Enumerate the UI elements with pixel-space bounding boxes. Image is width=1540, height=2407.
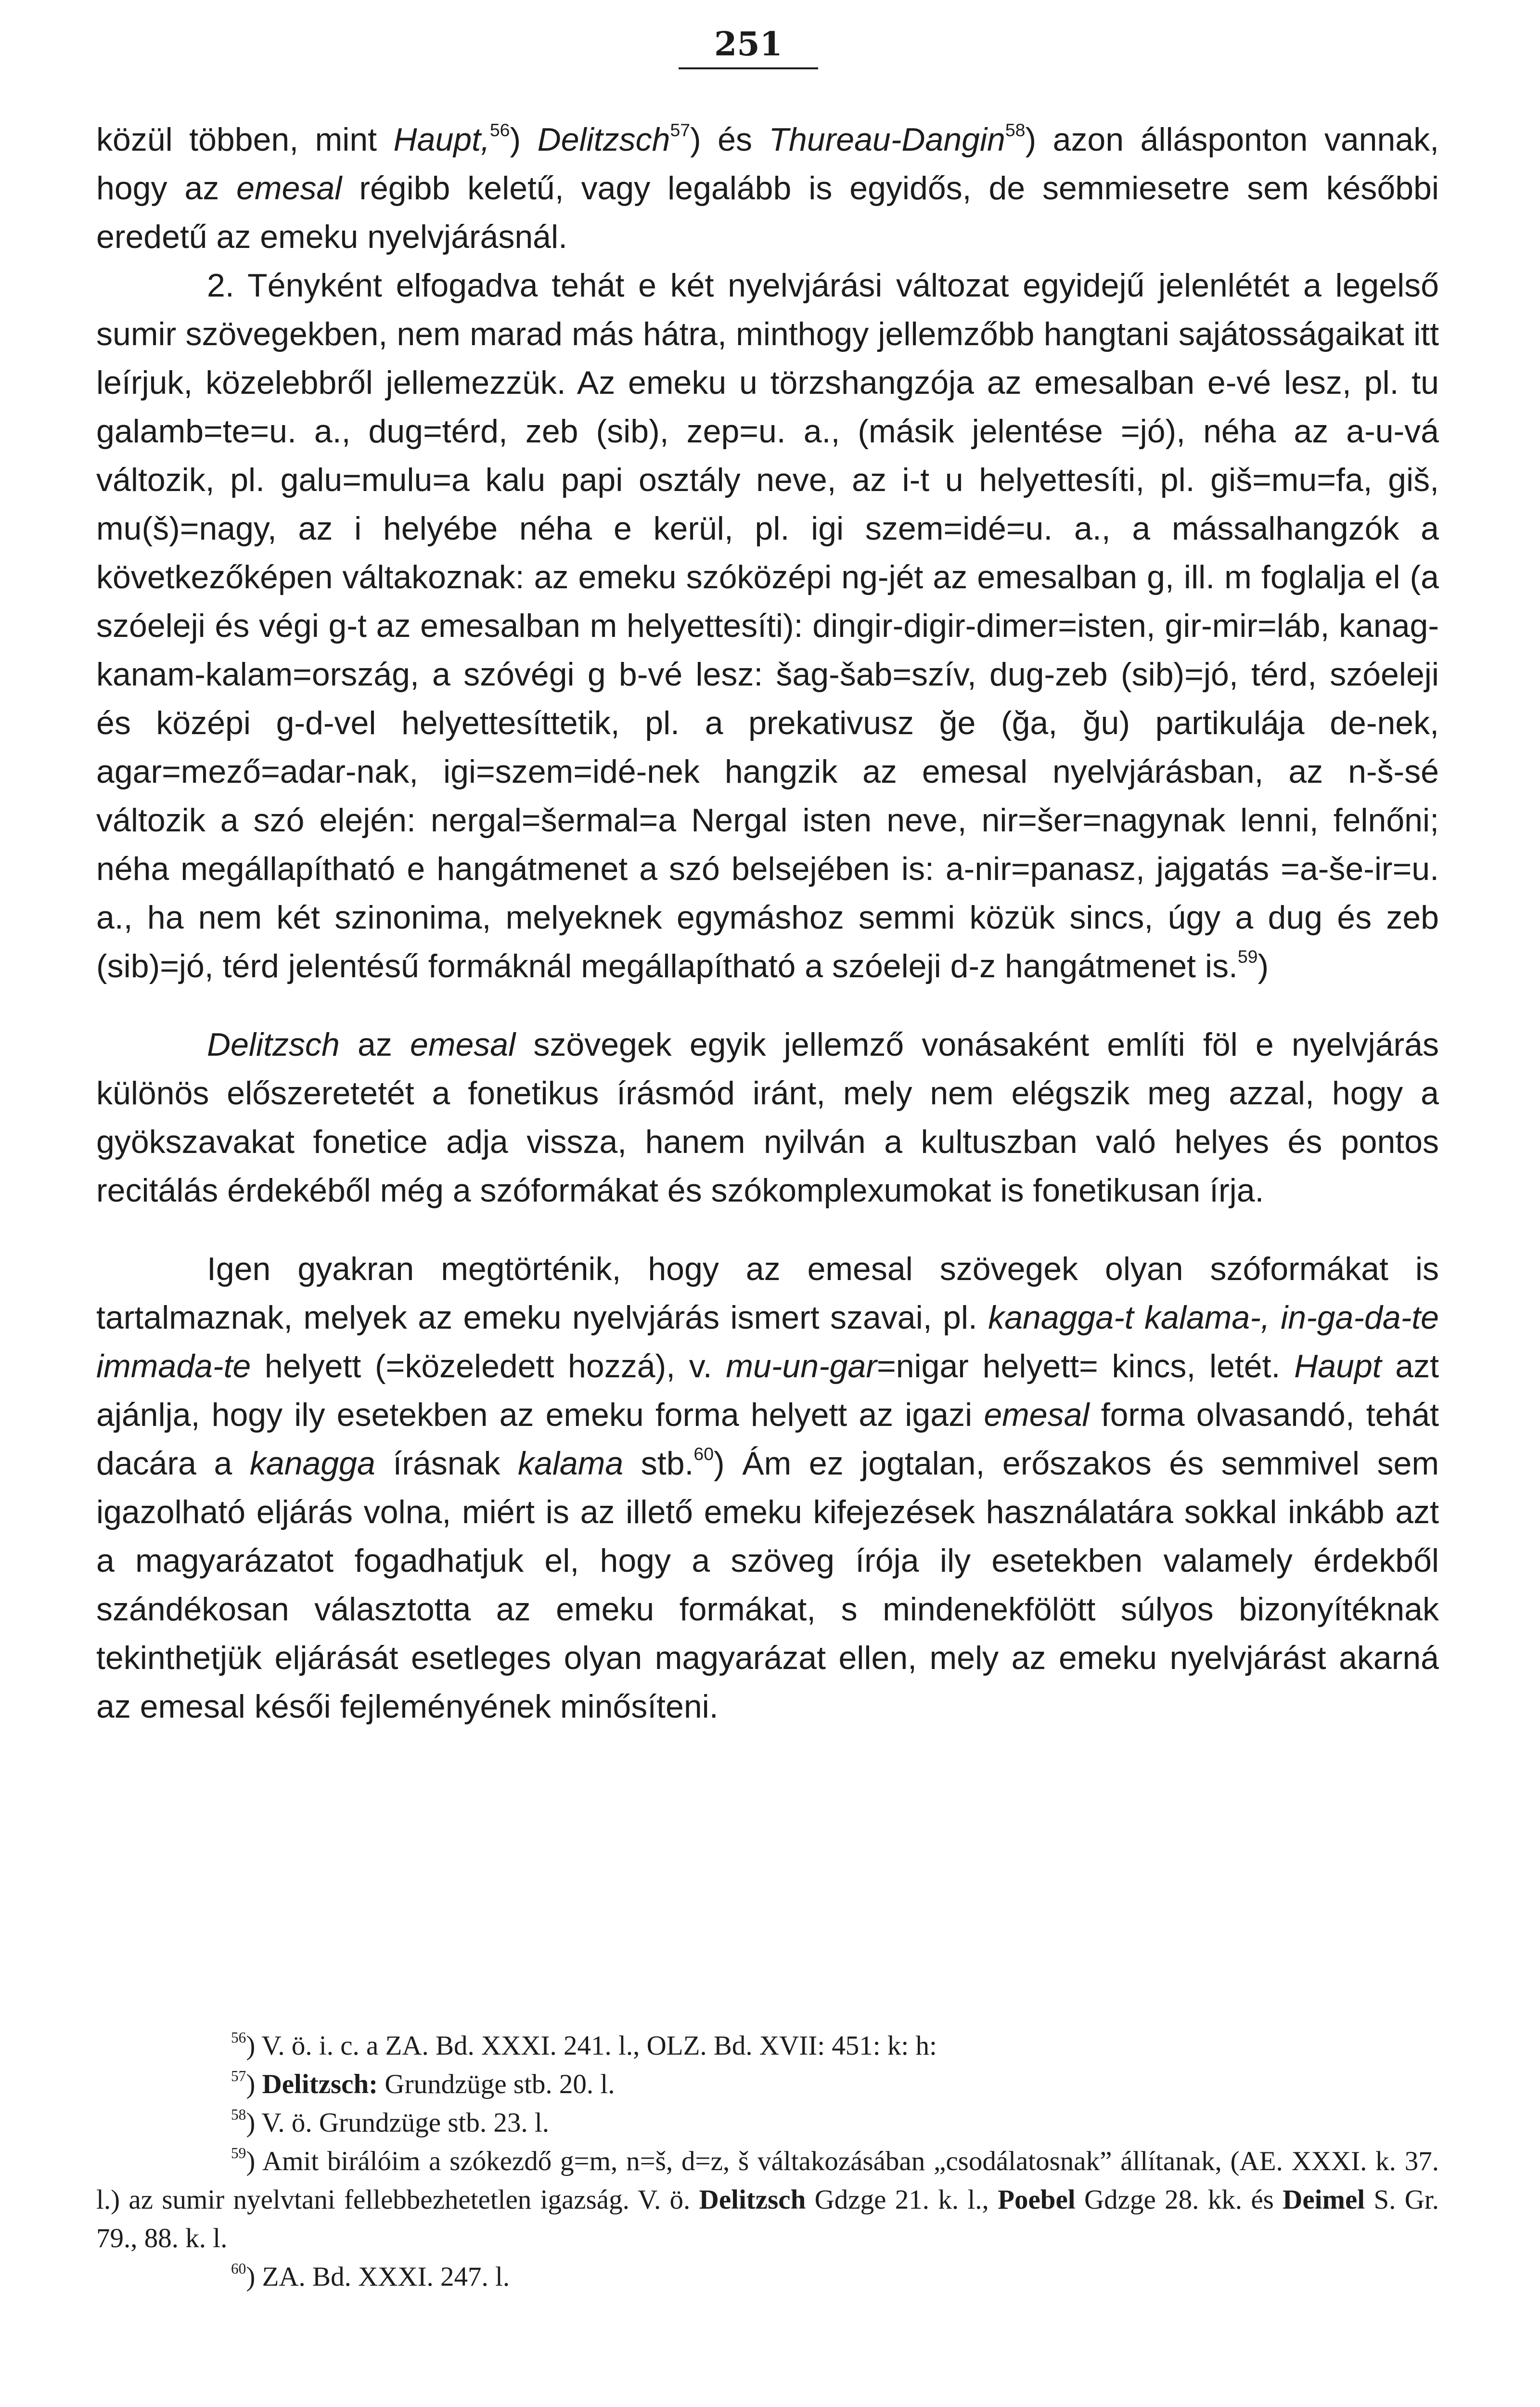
footnote-58: [96, 2104, 1439, 2142]
footnote-number: 59: [231, 2144, 246, 2161]
text-run: régibb keletű, vagy legalább is egyidős, de semmiesetre sem későbbi eredetű az emeku nyelvjárásnál.: [96, 170, 1439, 255]
footnote-text: ): [246, 2069, 262, 2099]
text-run: azt ajánlja, hogy ily esetekben az emeku forma helyett az igazi: [96, 1348, 1439, 1433]
footnote-56: [96, 2027, 1439, 2065]
text-run: forma olvasandó, tehát dacára a: [96, 1397, 1439, 1482]
footnote-author: Delitzsch:: [262, 2069, 378, 2099]
author-haupt: Haupt,: [393, 121, 490, 158]
author-delitzsch: Delitzsch: [537, 121, 670, 158]
footnote-author: Poebel: [998, 2185, 1076, 2215]
example-words: kanagga-t kalama-, in-ga-da-te immada-te: [96, 1299, 1439, 1385]
footnote-author: Delitzsch: [699, 2185, 806, 2215]
main-text: [96, 116, 1439, 1731]
example-word: mu-un-gar: [726, 1348, 877, 1385]
term-emesal: emesal: [410, 1026, 516, 1063]
footnotes: [96, 2027, 1439, 2296]
footnote-text: ) V. ö. i. c. a ZA. Bd. XXXI. 241. l., OLZ. Bd. XVII: 451: k: h:: [246, 2031, 937, 2061]
text-run: írásnak: [375, 1445, 518, 1482]
footnote-text: S. Gr. 79., 88. k. l.: [96, 2185, 1439, 2253]
paragraph-2: [96, 261, 1439, 991]
text-run: Igen gyakran megtörténik, hogy az emesal szövegek olyan szóformákat is tartalmaznak, melyek az emeku nyelvjárás ismert szavai, pl.: [96, 1251, 1439, 1336]
text-run: ) azon állásponton vannak, hogy az: [96, 121, 1439, 207]
footnote-ref-56: 56: [489, 120, 510, 141]
footnote-text: Gdzge 28. kk. és: [1075, 2185, 1283, 2215]
footnote-60: [96, 2258, 1439, 2296]
text-run: közül többen, mint: [96, 121, 394, 158]
paragraph-4: [96, 1245, 1439, 1731]
footnote-59: [96, 2142, 1439, 2258]
footnote-number: 57: [231, 2067, 246, 2084]
footnote-text: Grundzüge stb. 20. l.: [378, 2069, 615, 2099]
paragraph-3: [96, 1021, 1439, 1215]
text-run: helyett (=közeledett hozzá), v.: [251, 1348, 726, 1385]
text-run: ): [510, 121, 538, 158]
text-run: ) és: [690, 121, 769, 158]
term-emesal: emesal: [984, 1397, 1090, 1433]
text-run: szövegek egyik jellemző vonásaként említi föl e nyelvjárás különös előszeretetét a fonetikus írásmód iránt, mely nem elégszik meg azzal, hogy a gyökszavakat fonetice adja vissza, hanem nyilván a kultuszban való helyes és pontos recitálás érdekéből még a szóformákat és szókomplexumokat is fonetikusan írja.: [96, 1026, 1439, 1209]
paragraph-1: [96, 116, 1439, 261]
text-run: ): [1258, 948, 1269, 984]
text-run: =nigar helyett= kincs, letét.: [877, 1348, 1295, 1385]
footnote-ref-57: 57: [670, 120, 691, 141]
footnote-number: 58: [231, 2106, 246, 2123]
footnote-text: ) ZA. Bd. XXXI. 247. l.: [246, 2262, 510, 2292]
example-word: kalama: [518, 1445, 624, 1482]
footnote-text: Gdzge 21. k. l.,: [806, 2185, 998, 2215]
page-number: 251: [679, 26, 818, 69]
text-run: az: [339, 1026, 411, 1063]
text-run: stb.: [623, 1445, 694, 1482]
footnote-number: 60: [231, 2260, 246, 2277]
author-haupt: Haupt: [1294, 1348, 1382, 1385]
footnote-ref-58: 58: [1005, 120, 1026, 141]
footnote-ref-60: 60: [693, 1444, 714, 1464]
footnote-text: ) V. ö. Grundzüge stb. 23. l.: [246, 2108, 549, 2138]
author-delitzsch: Delitzsch: [207, 1026, 340, 1063]
author-thureau-dangin: Thureau-Dangin: [769, 121, 1005, 158]
footnote-author: Deimel: [1283, 2185, 1365, 2215]
footnote-text: ) Amit birálóim a szókezdő g=m, n=š, d=z, š váltakozásában „csodálatosnak” állítanak, (AE. XXXI. k. 37. l.) az sumir nyelvtani fellebbezhetetlen igazság. V. ö.: [96, 2146, 1439, 2215]
term-emesal: emesal: [236, 170, 342, 207]
footnote-ref-59: 59: [1237, 946, 1258, 967]
text-run: ) Ám ez jogtalan, erőszakos és semmivel sem igazolható eljárás volna, miért is az illető emeku kifejezések használatára sokkal inkább azt a magyarázatot fogadhatjuk el, hogy a szöveg írója ily esetekben valamely érdekből szándékosan választotta az emeku formákat, s mindenekfölött súlyos bizonyítéknak tekinthetjük eljárását esetleges olyan magyarázat ellen, mely az emeku nyelvjárást akarná az emesal késői fejleményének minősíteni.: [96, 1445, 1439, 1725]
example-word: kanagga: [249, 1445, 375, 1482]
footnote-57: [96, 2065, 1439, 2104]
text-run: 2. Tényként elfogadva tehát e két nyelvjárási változat egyidejű jelenlétét a legelső sumir szövegekben, nem marad más hátra, minthogy jellemzőbb hangtani sajátosságaikat itt leírjuk, közelebbről jellemezzük. Az emeku u törzshangzója az emesalban e-vé lesz, pl. tu galamb=te=u. a., dug=térd, zeb (sib), zep=u. a., (másik jelentése =jó), néha az a-u-vá változik, pl. galu=mulu=a kalu papi osztály neve, az i-t u helyettesíti, pl. giš=mu=fa, giš, mu(š)=nagy, az i helyébe néha e kerül, pl. igi szem=idé=u. a., a mássalhangzók a következőképen váltakoznak: az emeku szóközépi ng-jét az emesalban g, ill. m foglalja el (a szóeleji és végi g-t az emesalban m helyettesíti): dingir-digir-dimer=isten, gir-mir=láb, kanag-kanam-kalam=ország, a szóvégi g b-vé lesz: šag-šab=szív, dug-zeb (sib)=jó, térd, szóeleji és középi g-d-vel helyettesíttetik, pl. a prekativusz ğe (ğa, ğu) partikulája de-nek, agar=mező=adar-nak, igi=szem=idé-nek hangzik az emesal nyelvjárásban, az n-š-sé változik a szó elején: nergal=šermal=a Nergal isten neve, nir=šer=nagynak lenni, felnőni; néha megállapítható e hangátmenet a szó belsejében is: a-nir=panasz, jajgatás =a-še-ir=u. a., ha nem két szinonima, melyeknek egymáshoz semmi közük sincs, úgy a dug és zeb (sib)=jó, térd jelentésű formáknál megállapítható a szóeleji d-z hangátmenet is.: [96, 267, 1439, 984]
footnote-number: 56: [231, 2029, 246, 2046]
